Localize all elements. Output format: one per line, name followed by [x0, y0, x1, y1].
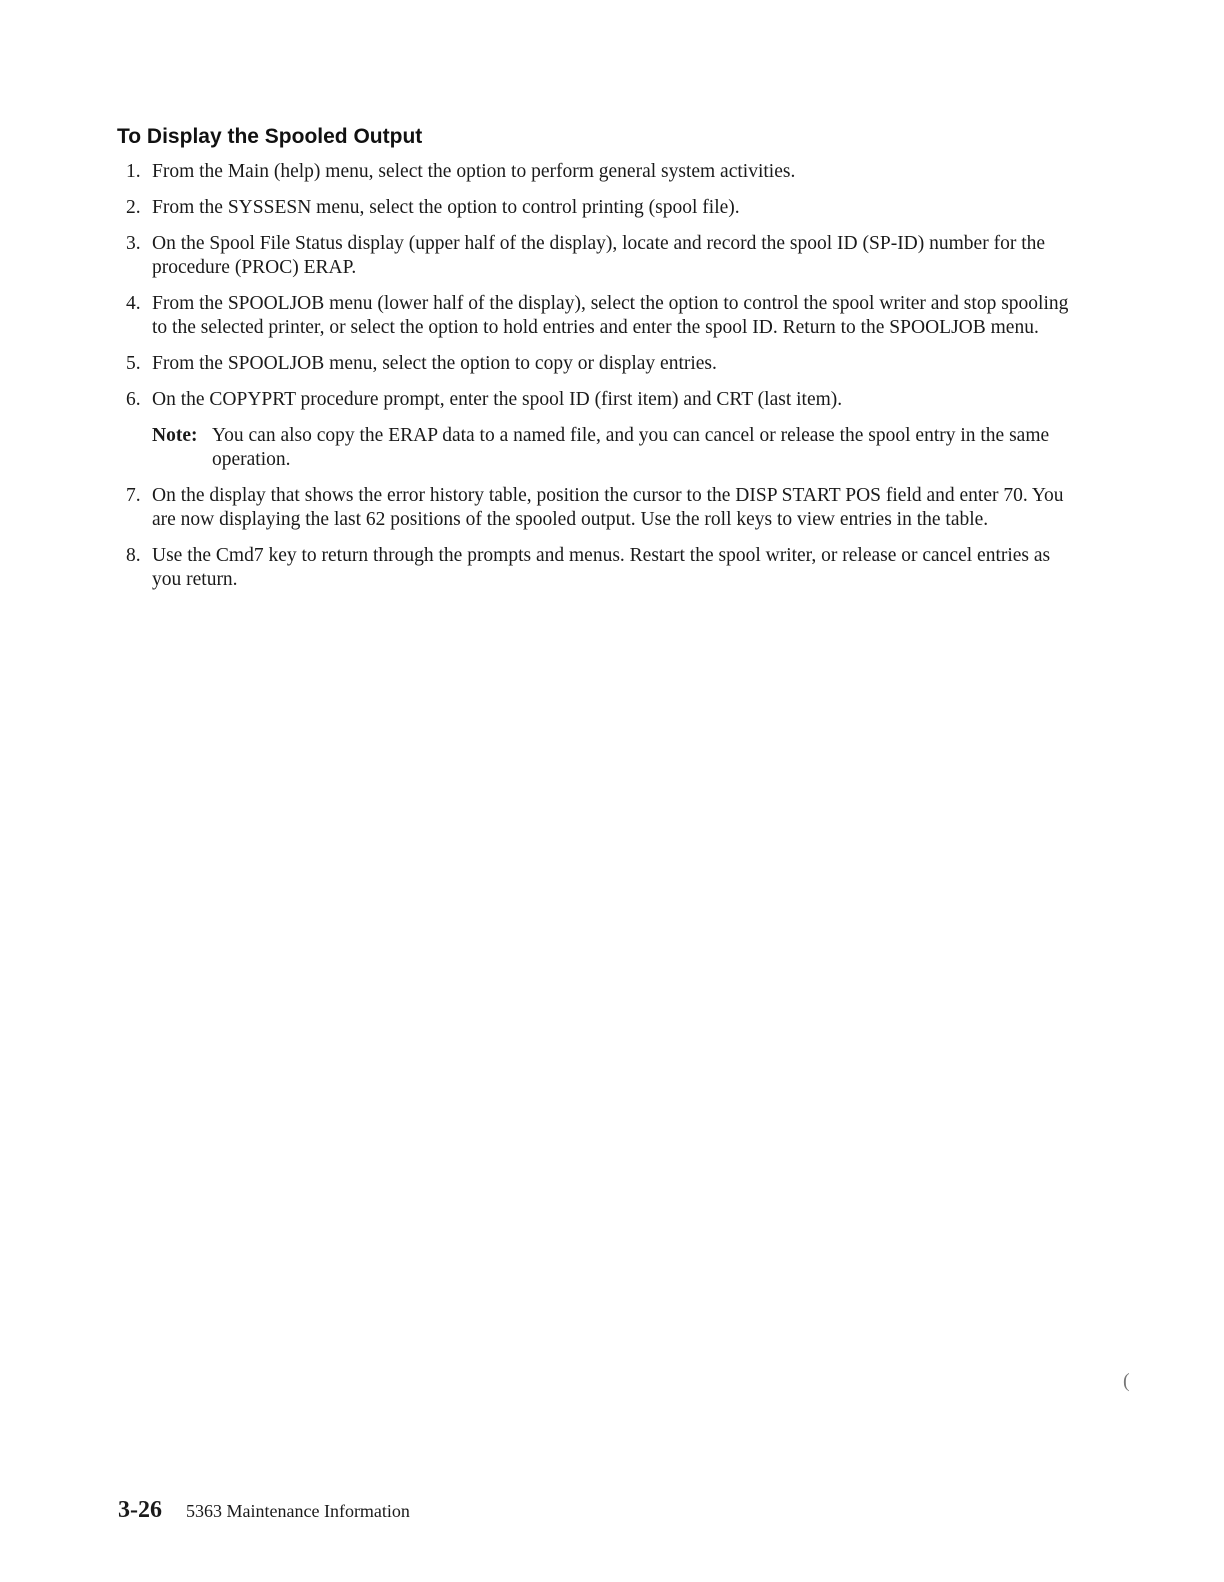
step-number: 8. — [126, 545, 141, 566]
footer-title: 5363 Maintenance Information — [186, 1501, 410, 1521]
section-heading: To Display the Spooled Output — [117, 125, 423, 148]
step-5 — [120, 352, 1070, 376]
step-4 — [120, 292, 1070, 340]
step-text: From the Main (help) menu, select the option to perform general system activities. — [152, 161, 796, 182]
step-text: From the SPOOLJOB menu (lower half of the display), select the option to control the spool writer and stop spooling to the selected printer, or select the option to hold entries and enter the spool ID. Return to the SPOOLJOB menu. — [152, 293, 1069, 338]
step-3 — [120, 232, 1070, 280]
step-number: 7. — [126, 485, 141, 506]
step-text: On the COPYPRT procedure prompt, enter the spool ID (first item) and CRT (last item). — [152, 389, 843, 410]
step-2 — [120, 196, 1070, 220]
note-label: Note: — [152, 425, 198, 446]
margin-mark: ( — [1123, 1370, 1130, 1392]
step-text: From the SPOOLJOB menu, select the option to copy or display entries. — [152, 353, 717, 374]
step-number: 3. — [126, 233, 141, 254]
step-number: 2. — [126, 197, 141, 218]
procedure-steps — [120, 160, 1070, 604]
step-text: Use the Cmd7 key to return through the prompts and menus. Restart the spool writer, or release or cancel entries as you return. — [152, 545, 1051, 590]
note-text: You can also copy the ERAP data to a named file, and you can cancel or release the spool entry in the same operation. — [212, 425, 1050, 470]
page-footer — [118, 1497, 410, 1524]
step-number: 4. — [126, 293, 141, 314]
step-7 — [120, 484, 1070, 532]
step-text: From the SYSSESN menu, select the option to control printing (spool file). — [152, 197, 740, 218]
step-text: On the Spool File Status display (upper half of the display), locate and record the spool ID (SP-ID) number for the procedure (PROC) ERAP. — [152, 233, 1046, 278]
step-number: 1. — [126, 161, 141, 182]
step-1 — [120, 160, 1070, 184]
page-number: 3-26 — [118, 1497, 162, 1523]
step-number: 5. — [126, 353, 141, 374]
step-8 — [120, 544, 1070, 592]
step-number: 6. — [126, 389, 141, 410]
step-6 — [120, 388, 1070, 472]
step-text: On the display that shows the error history table, position the cursor to the DISP START POS field and enter 70. You are now displaying the last 62 positions of the spooled output. Use the roll keys to view entries in the table. — [152, 485, 1064, 530]
step-note — [152, 424, 1070, 472]
